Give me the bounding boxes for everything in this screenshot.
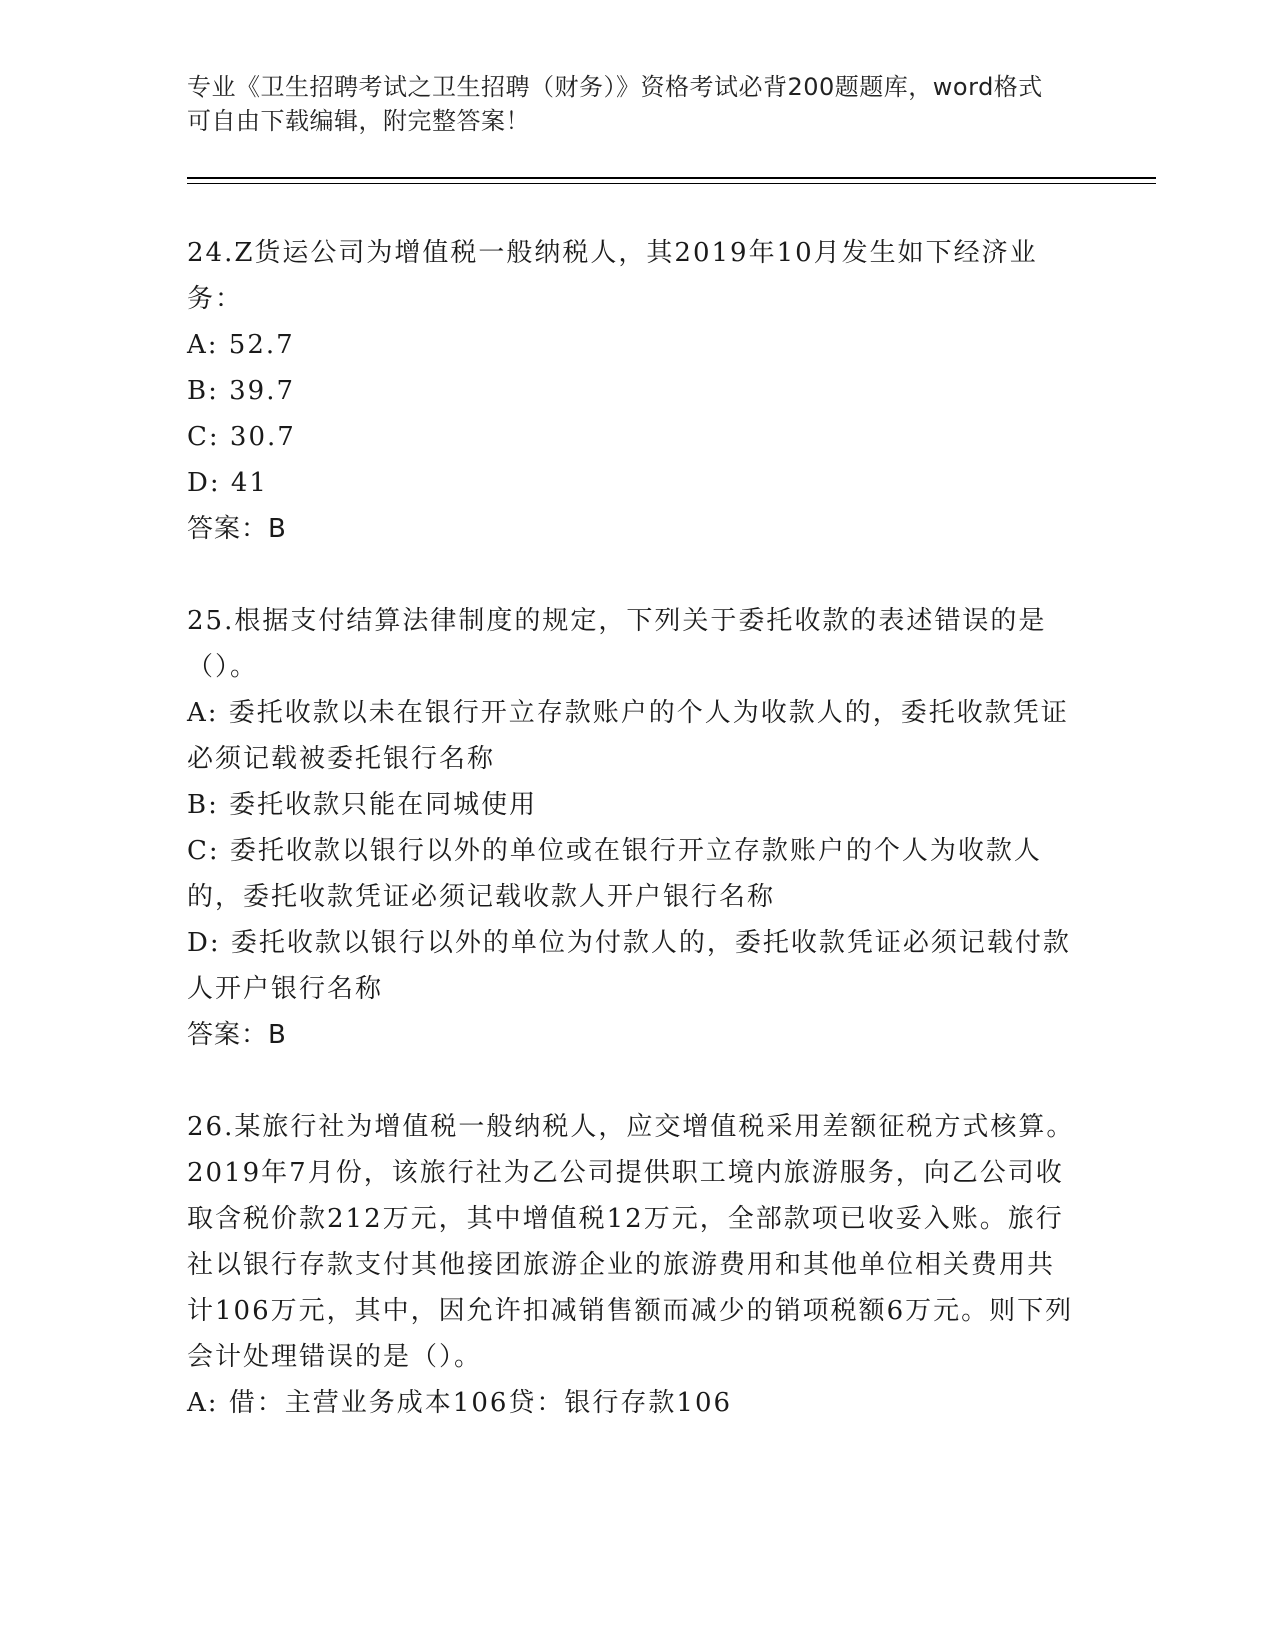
option-c: C: 30.7 [187, 422, 296, 452]
option-a: A: 委托收款以未在银行开立存款账户的个人为收款人的，委托收款凭证必须记载被委托银行名称 [187, 698, 1069, 774]
option-a: A: 借：主营业务成本106贷：银行存款106 [187, 1388, 733, 1418]
document-header [187, 70, 1067, 138]
question-25 [187, 598, 1077, 1058]
question-26 [187, 1104, 1077, 1426]
option-c: C: 委托收款以银行以外的单位或在银行开立存款账户的个人为收款人的，委托收款凭证必须记载收款人开户银行名称 [187, 836, 1042, 912]
question-list [187, 230, 1077, 1472]
question-text: 26.某旅行社为增值税一般纳税人，应交增值税采用差额征税方式核算。2019年7月份，该旅行社为乙公司提供职工境内旅游服务，向乙公司收取含税价款212万元，其中增值税12万元，全部款项已收妥入账。旅行社以银行存款支付其他接团旅游企业的旅游费用和其他单位相关费用共计106万元，其中，因允许扣减销售额而减少的销项税额6万元。则下列会计处理错误的是（）。 [187, 1112, 1075, 1372]
answer: 答案：B [187, 1020, 287, 1050]
header-line-1: 专业《卫生招聘考试之卫生招聘（财务）》资格考试必背200题题库，word格式 [187, 73, 1043, 101]
question-text: 25.根据支付结算法律制度的规定，下列关于委托收款的表述错误的是（）。 [187, 606, 1047, 682]
option-d: D: 委托收款以银行以外的单位为付款人的，委托收款凭证必须记载付款人开户银行名称 [187, 928, 1071, 1004]
option-a: A: 52.7 [187, 330, 295, 360]
question-text: 24.Z货运公司为增值税一般纳税人，其2019年10月发生如下经济业务： [187, 238, 1038, 314]
header-line-2: 可自由下载编辑，附完整答案！ [187, 107, 530, 135]
option-b: B: 委托收款只能在同城使用 [187, 790, 538, 820]
header-rule-top [187, 177, 1156, 179]
header-rule-bottom [187, 183, 1156, 184]
option-d: D: 41 [187, 468, 268, 498]
answer: 答案：B [187, 514, 287, 544]
option-b: B: 39.7 [187, 376, 296, 406]
question-24 [187, 230, 1077, 552]
